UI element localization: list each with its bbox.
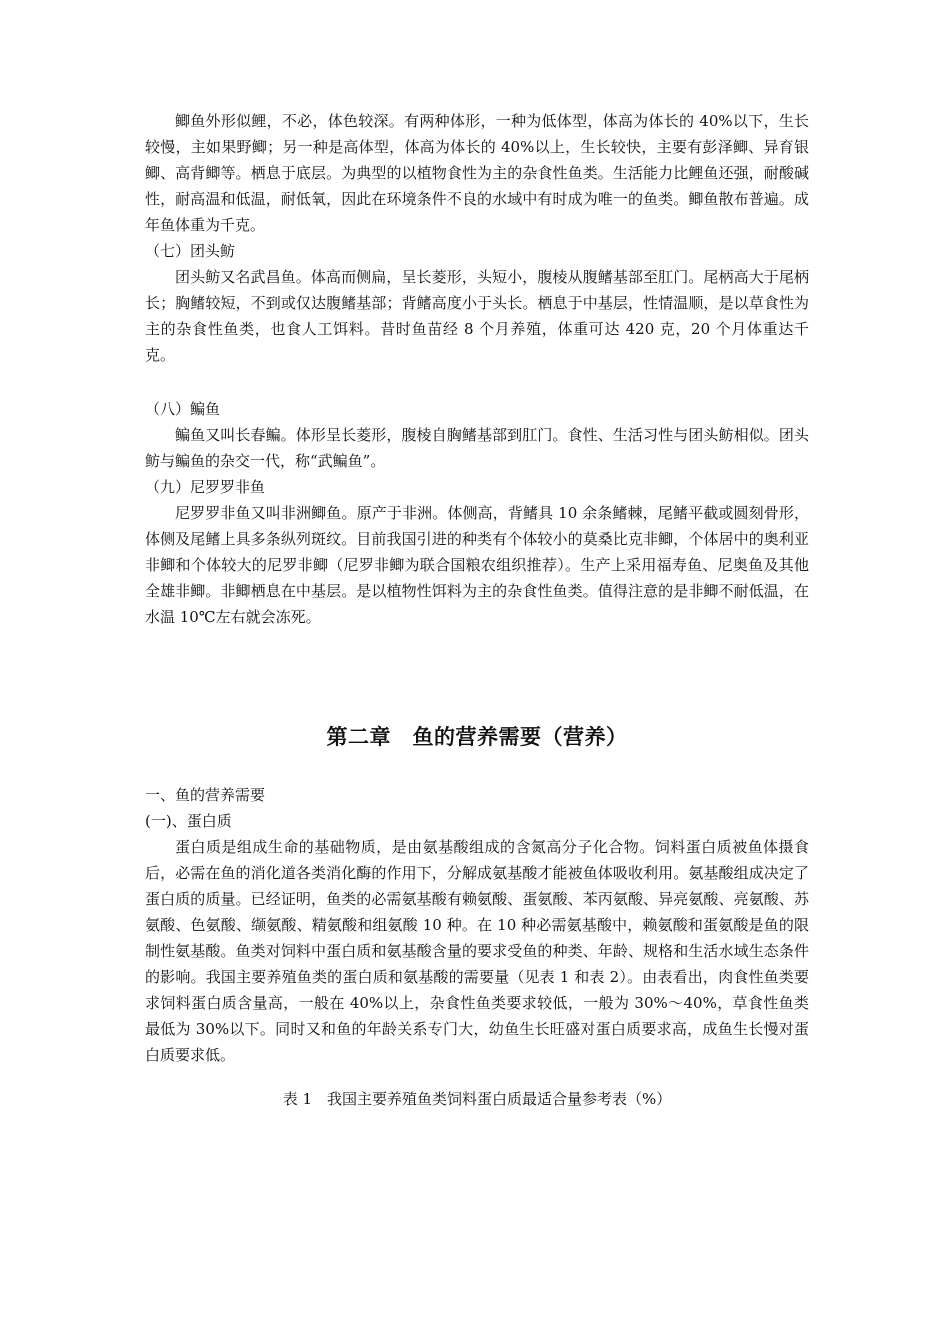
document-page — [145, 108, 809, 1112]
chapter-title: 第二章 鱼的营养需要（营养） — [326, 725, 628, 749]
section-heading-nutrition: 一、鱼的营养需要 — [145, 786, 266, 804]
chapter-gap — [145, 630, 809, 722]
paragraph-gap — [145, 368, 809, 390]
paragraph-bream-tuantoufang: 团头鲂又名武昌鱼。体高而侧扁，呈长菱形，头短小，腹棱从腹鳍基部至肛门。尾柄高大于尾柄长；胸鳍较短，不到或仅达腹鳍基部；背鳍高度小于头长。栖息于中基层，性情温顺，是以草食性为主的杂食性鱼类，也食人工饵料。昔时鱼苗经 8 个月养殖，体重可达 420 克，20 个月体重达千克。 — [145, 268, 809, 364]
paragraph-tilapia: 尼罗罗非鱼又叫非洲鲫鱼。原产于非洲。体侧高，背鳍具 10 余条鳍棘，尾鳍平截或圆刻骨形，体侧及尾鳍上具多条纵列斑纹。目前我国引进的种类有个体较小的莫桑比克非鲫，个体居中的奥利亚非鲫和个体较大的尼罗非鲫（尼罗非鲫为联合国粮农组织推荐）。生产上采用福寿鱼、尼奥鱼及其他全雄非鲫。非鲫栖息在中基层。是以植物性饵料为主的杂食性鱼类。值得注意的是非鲫不耐低温，在水温 10℃左右就会冻死。 — [145, 504, 809, 626]
paragraph-protein: 蛋白质是组成生命的基础物质，是由氨基酸组成的含氮高分子化合物。饲料蛋白质被鱼体摄食后，必需在鱼的消化道各类消化酶的作用下，分解成氨基酸才能被鱼体吸收利用。氨基酸组成决定了蛋白质的质量。已经证明，鱼类的必需氨基酸有赖氨酸、蛋氨酸、苯丙氨酸、异亮氨酸、亮氨酸、苏氨酸、色氨酸、缬氨酸、精氨酸和组氨酸 10 种。在 10 种必需氨基酸中，赖氨酸和蛋氨酸是鱼的限制性氨基酸。鱼类对饲料中蛋白质和氨基酸含量的要求受鱼的种类、年龄、规格和生活水域生态条件的影响。我国主要养殖鱼类的蛋白质和氨基酸的需要量（见表 1 和表 2）。由表看出，肉食性鱼类要求饲料蛋白质含量高，一般在 40%以上，杂食性鱼类要求较低，一般为 30%～40%，草食性鱼类最低为 30%以下。同时又和鱼的年龄关系专门大，幼鱼生长旺盛对蛋白质要求高，成鱼生长慢对蛋白质要求低。 — [145, 838, 809, 1064]
subsection-heading-protein: (一)、蛋白质 — [145, 812, 232, 830]
paragraph-crucian-carp: 鲫鱼外形似鲤，不必，体色较深。有两种体形，一种为低体型，体高为体长的 40%以下，生长较慢，主如果野鲫；另一种是高体型，体高为体长的 40%以上，生长较快，主要有彭泽鲫、异育银鲫、高背鲫等。栖息于底层。为典型的以植物食性为主的杂食性鱼类。生活能力比鲤鱼还强，耐酸碱性，耐高温和低温，耐低氧，因此在环境条件不良的水域中有时成为唯一的鱼类。鲫鱼散布普遍。成年鱼体重为千克。 — [145, 112, 809, 234]
table-caption: 表 1 我国主要养殖鱼类饲料蛋白质最适合量参考表（%） — [282, 1090, 672, 1108]
heading-bianyu: （八）鳊鱼 — [145, 400, 221, 418]
heading-bream-tuantoufang: （七）团头鲂 — [145, 242, 236, 260]
caption-gap — [145, 1068, 809, 1086]
heading-tilapia: （九）尼罗罗非鱼 — [145, 478, 266, 496]
title-gap — [145, 752, 809, 782]
paragraph-bianyu: 鳊鱼又叫长春鳊。体形呈长菱形，腹棱自胸鳍基部到肛门。食性、生活习性与团头鲂相似。团头鲂与鳊鱼的杂交一代，称“武鳊鱼”。 — [145, 426, 809, 470]
